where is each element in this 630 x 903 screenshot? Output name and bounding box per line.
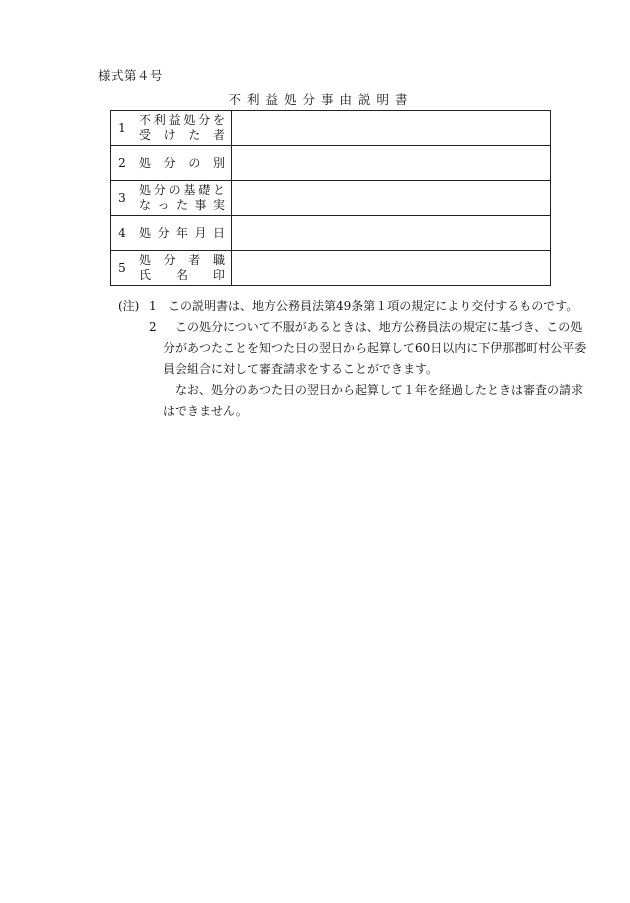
row-label-char: 日 [212, 225, 225, 240]
entry-table [110, 110, 551, 286]
table-row [111, 251, 551, 286]
note-1 [118, 296, 579, 317]
note-2-continuation [118, 359, 568, 380]
row-label-char: た [188, 128, 201, 142]
row-label-char: 基 [183, 183, 196, 197]
row-label-char: な [139, 198, 152, 212]
row-value-field[interactable] [232, 251, 551, 286]
row-label-char: 年 [175, 225, 188, 240]
row-label-char: 氏 [139, 268, 152, 282]
row-label-char: 者 [212, 128, 225, 142]
row-value-field[interactable] [232, 146, 551, 181]
note-2-sub-line-1: なお、処分のあつた日の翌日から起算して１年を経過したときは審査の請求 [175, 383, 584, 397]
row-label-line [139, 128, 225, 143]
row-label-char: を [212, 113, 225, 127]
table-row [111, 146, 551, 181]
row-label-char: 処 [139, 225, 152, 240]
note-2-supplement [118, 401, 568, 422]
row-label-char: 職 [212, 253, 225, 267]
row-label-char: 分 [153, 183, 166, 197]
row-label-char: 分 [163, 155, 176, 170]
note-2-line-3: 員会組合に対して審査請求をすることができます。 [163, 362, 439, 376]
row-label-line [139, 226, 225, 241]
row-label-char: 分 [163, 253, 176, 267]
note-2-line-1: この処分について不服があるときは、地方公務員法の規定に基づき、この処 [175, 320, 583, 334]
row-label-char: 益 [168, 113, 181, 127]
row-number: 3 [111, 181, 134, 216]
note-prefix: (注) [118, 299, 140, 313]
note-2 [118, 317, 583, 338]
row-label-char: 不 [139, 113, 152, 127]
note-1-text: この説明書は、地方公務員法第49条第１項の規定により交付するものです。 [168, 299, 579, 313]
row-value-field[interactable] [232, 216, 551, 251]
row-number: 2 [111, 146, 134, 181]
note-2-number: 2 [149, 320, 157, 334]
document-title: 不利益処分事由説明書 [228, 92, 414, 107]
row-label [133, 111, 232, 146]
row-label-char: の [168, 183, 181, 197]
row-label [133, 146, 232, 181]
row-label-line [139, 156, 225, 171]
row-label-char: 実 [212, 198, 225, 212]
row-label-line [139, 198, 225, 213]
table-row [111, 216, 551, 251]
row-label-char: 処 [139, 253, 152, 267]
row-label-char: 分 [157, 225, 170, 240]
row-label-char: 別 [212, 155, 225, 170]
notes-section [118, 296, 587, 422]
note-2-sub-line-2: はできません。 [163, 404, 248, 418]
row-value-field[interactable] [232, 181, 551, 216]
row-label-char: け [163, 128, 176, 142]
row-number: 1 [111, 111, 134, 146]
row-label-line [139, 113, 225, 128]
row-label-char: 事 [194, 198, 207, 212]
row-number: 5 [111, 251, 134, 286]
row-label-char: 処 [139, 183, 152, 197]
note-2-continuation [118, 338, 587, 359]
row-label-char: 処 [183, 113, 196, 127]
note-2-line-2: 分があつたことを知つた日の翌日から起算して60日以内に下伊那郡町村公平委 [163, 341, 587, 355]
row-label-char: 名 [175, 268, 188, 282]
table-row [111, 111, 551, 146]
note-1-number: 1 [149, 299, 157, 313]
row-label [133, 216, 232, 251]
row-label-char: と [212, 183, 225, 197]
table-row [111, 181, 551, 216]
row-label [133, 181, 232, 216]
row-label-line [139, 253, 225, 268]
row-label-char: た [175, 198, 188, 212]
form-number: 様式第４号 [98, 68, 164, 83]
row-label-char: 礎 [198, 183, 211, 197]
row-number: 4 [111, 216, 134, 251]
row-label-char: 印 [212, 268, 225, 282]
row-label-line [139, 183, 225, 198]
row-label-char: 分 [198, 113, 211, 127]
row-label [133, 251, 232, 286]
row-label-char: 処 [139, 155, 152, 170]
row-label-char: 利 [153, 113, 166, 127]
note-2-supplement [118, 380, 584, 401]
row-label-line [139, 268, 225, 283]
row-label-char: 者 [188, 253, 201, 267]
row-value-field[interactable] [232, 111, 551, 146]
row-label-char: っ [157, 198, 170, 212]
row-label-char: 受 [139, 128, 152, 142]
row-label-char: 月 [194, 225, 207, 240]
row-label-char: の [188, 155, 201, 170]
